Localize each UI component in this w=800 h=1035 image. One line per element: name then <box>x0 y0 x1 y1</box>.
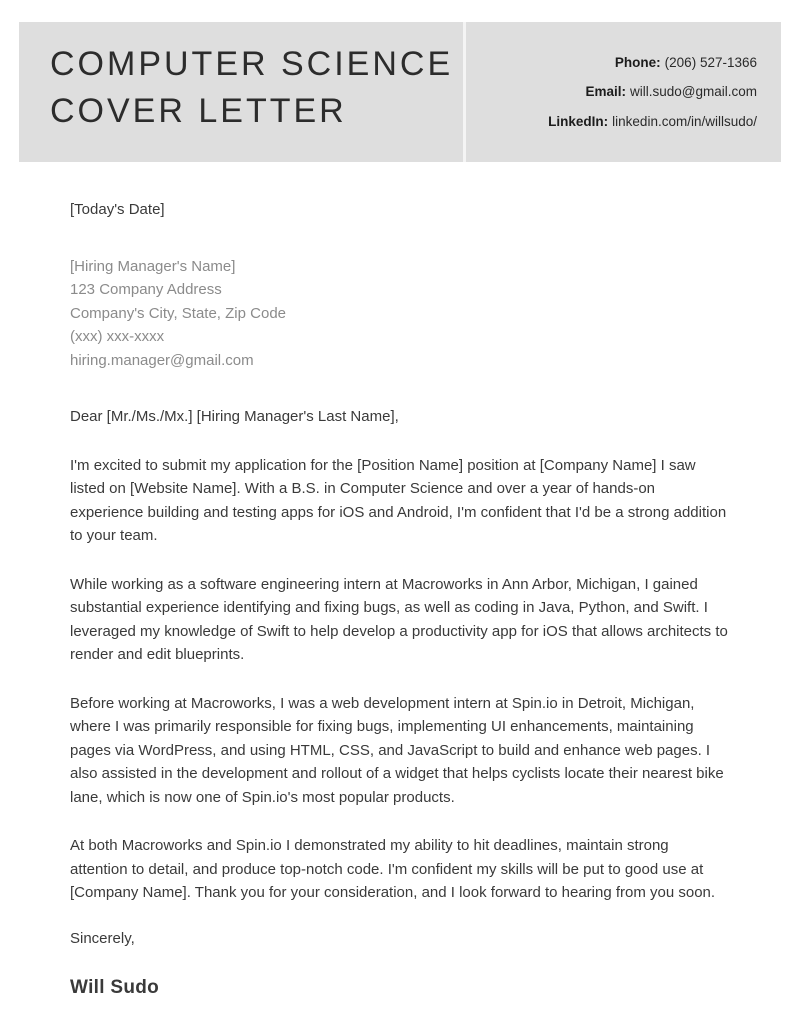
recipient-name: [Hiring Manager's Name] <box>70 257 236 275</box>
body-paragraph-3: Before working at Macroworks, I was a web development intern at Spin.io in Detroit, Michigan, where I was primarily responsible for fixing bugs, implementing UI enhancements, maintaining pages via WordPress, and using HTML, CSS, and JavaScript to build and enhance web pages. I also assisted in the development and rollout of a widget that helps cyclists locate their nearest bike lane, which is now one of Spin.io's most popular products. <box>70 694 724 806</box>
greeting: Dear [Mr./Ms./Mx.] [Hiring Manager's Last Name], <box>70 408 399 425</box>
phone-label: Phone: <box>614 54 661 70</box>
email-label: Email: <box>585 84 626 100</box>
recipient-block <box>70 255 730 373</box>
letter-date: [Today's Date] <box>70 201 165 218</box>
contact-row-phone <box>615 48 757 78</box>
body-paragraph-2: While working as a software engineering intern at Macroworks in Ann Arbor, Michigan, I gained substantial experience identifying and fixing bugs, as well as coding in Java, Python, and Swift. I leveraged my knowledge of Swift to help develop a productivity app for iOS that allows architects to render and edit blueprints. <box>70 575 728 663</box>
body-paragraph-4: At both Macroworks and Spin.io I demonstrated my ability to hit deadlines, maintain strong attention to detail, and produce top-notch code. I'm confident my skills will be put to good use at [Company Name]. Thank you for your consideration, and I look forward to hearing from you soon. <box>70 837 716 901</box>
page-title <box>50 41 463 135</box>
contact-row-linkedin <box>548 107 757 137</box>
recipient-city-state-zip: Company's City, State, Zip Code <box>70 304 287 322</box>
body-paragraph-1: I'm excited to submit my application for the [Position Name] position at [Company Name] I saw listed on [Website Name]. With a B.S. in Computer Science and over a year of hands-on experience building and testing apps for iOS and Android, I'm confident that I'd be a strong addition to your team. <box>70 456 727 544</box>
page-title-line1: COMPUTER SCIENCE <box>50 45 454 83</box>
linkedin-value: linkedin.com/in/willsudo/ <box>612 113 757 129</box>
page-title-line2: COVER LETTER <box>50 92 347 130</box>
phone-value: (206) 527-1366 <box>664 54 757 70</box>
recipient-email: hiring.manager@gmail.com <box>70 351 254 369</box>
contact-row-email <box>585 77 757 107</box>
letter-body <box>0 198 800 1002</box>
email-value: will.sudo@gmail.com <box>630 84 757 100</box>
header-title-block <box>19 22 463 162</box>
recipient-address: 123 Company Address <box>70 281 222 298</box>
recipient-phone: (xxx) xxx-xxxx <box>70 328 165 345</box>
signature: Will Sudo <box>70 977 160 998</box>
contact-info-block <box>466 22 781 162</box>
linkedin-label: LinkedIn: <box>548 113 609 129</box>
letter-header <box>19 22 781 162</box>
closing: Sincerely, <box>70 929 135 947</box>
